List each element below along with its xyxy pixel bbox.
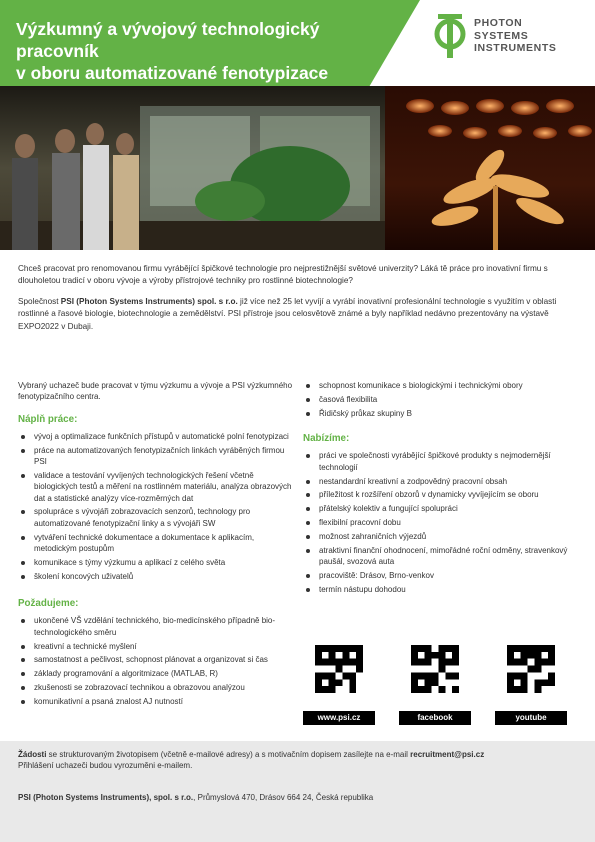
list-item: komunikace s týmy výzkumu a aplikací z celého světa bbox=[18, 557, 293, 568]
logo-line-3: INSTRUMENTS bbox=[474, 42, 557, 54]
list-item: práci ve společnosti vyrábějící špičkové produkty s nejmodernější technologií bbox=[303, 450, 578, 473]
list-item: možnost zahraničních výjezdů bbox=[303, 531, 578, 542]
requirements-continued-list bbox=[303, 380, 578, 419]
list-item: termín nástupu dohodou bbox=[303, 584, 578, 595]
list-item: vývoj a optimalizace funkčních přístupů v automatické polní fenotypizaci bbox=[18, 431, 293, 442]
qr-codes bbox=[303, 645, 578, 730]
section-heading-nabizime: Nabízíme: bbox=[303, 433, 350, 445]
list-item: ukončené VŠ vzdělání technického, bio-medicínského případně bio-technologického směru bbox=[18, 615, 293, 638]
list-item: práce na automatizovaných fenotypizačních linkách vyráběných firmou PSI bbox=[18, 445, 293, 468]
footer-note: Přihlášení uchazeči budou vyrozuměni e-mailem. bbox=[18, 761, 193, 771]
list-item: atraktivní finanční ohodnocení, mimořádné roční odměny, stravenkový paušál, svozová auta bbox=[303, 545, 578, 568]
footer-lead-bold: Žádosti bbox=[18, 750, 47, 759]
list-item: komunikativní a psaná znalost AJ nutností bbox=[18, 696, 293, 707]
company-name: PSI (Photon Systems Instruments) spol. s r.o. bbox=[60, 296, 238, 306]
qr-label-youtube[interactable]: youtube bbox=[495, 711, 567, 725]
page-title bbox=[16, 18, 346, 84]
footer bbox=[0, 741, 595, 842]
intro-p2-pre: Společnost bbox=[18, 296, 61, 306]
napln-list bbox=[18, 431, 293, 582]
list-item: pracoviště: Drásov, Brno-venkov bbox=[303, 570, 578, 581]
qr-code-icon bbox=[315, 645, 363, 693]
address-company-bold: PSI (Photon Systems Instruments), spol. s r.o. bbox=[18, 792, 194, 802]
header bbox=[0, 0, 595, 88]
list-item: Řidičský průkaz skupiny B bbox=[303, 408, 578, 419]
intro-text bbox=[18, 263, 578, 341]
nabizime-list bbox=[303, 450, 578, 595]
qr-code-icon bbox=[411, 645, 459, 693]
intro-p2-post: již více než 25 let vyvíjí a vyrábí inovativní profesionální technologie s využitím v oblasti rostlinné a řasové biologie, biotechnologie a zemědělství. PSI přístroje jsou celosvětově známé a byly například nedávno prezentovány na výstavě EXPO2022 v Dubaji. bbox=[18, 296, 557, 331]
list-item: schopnost komunikace s biologickými i technickými obory bbox=[303, 380, 578, 391]
qr-label-web[interactable]: www.psi.cz bbox=[303, 711, 375, 725]
intro-paragraph-1: Chceš pracovat pro renomovanou firmu vyrábějící špičkové technologie pro nejprestižnější světové univerzity? Láká tě práce pro inovativní firmu s dlouholetou tradicí v oboru vývoje a výroby přístrojové techniky pro rostlinné biotechnologie? bbox=[18, 264, 548, 286]
list-item: nestandardní kreativní a zodpovědný pracovní obsah bbox=[303, 476, 578, 487]
title-line-1: Výzkumný a vývojový technologický pracovník bbox=[16, 19, 320, 61]
address-rest: , Průmyslová 470, Drásov 664 24, Česká republika bbox=[193, 792, 374, 802]
email-link[interactable]: recruitment@psi.cz bbox=[410, 750, 485, 759]
list-item: spolupráce s vývojáři zobrazovacích senzorů, technology pro automatizované fenotypizační linky a s vývojáři SW bbox=[18, 506, 293, 529]
section-heading-pozadujeme: Požadujeme: bbox=[18, 598, 79, 610]
qr-youtube[interactable] bbox=[495, 645, 567, 725]
list-item: základy programování a algoritmizace (MATLAB, R) bbox=[18, 668, 293, 679]
list-item: zkušenosti se zobrazovací technikou a obrazovou analýzou bbox=[18, 682, 293, 693]
footer-lead-rest: se strukturovaným životopisem (včetně e-mailové adresy) a s motivačním dopisem zasílejte na e-mail bbox=[46, 750, 411, 759]
left-column bbox=[18, 380, 293, 710]
title-line-2: v oboru automatizované fenotypizace bbox=[16, 63, 329, 83]
qr-label-facebook[interactable]: facebook bbox=[399, 711, 471, 725]
list-item: příležitost k rozšíření obzorů v dynamicky vyvíjejícím se oboru bbox=[303, 489, 578, 500]
list-item: vytváření technické dokumentace a dokumentace k aplikacím, metodickým postupům bbox=[18, 532, 293, 555]
list-item: přátelský kolektiv a fungující spolupráci bbox=[303, 503, 578, 514]
exhibition-photo bbox=[0, 86, 595, 250]
right-column bbox=[303, 380, 578, 598]
application-instructions bbox=[18, 749, 577, 760]
qr-web[interactable] bbox=[303, 645, 375, 725]
list-item: flexibilní pracovní dobu bbox=[303, 517, 578, 528]
photo-banner bbox=[0, 86, 595, 250]
list-item: kreativní a technické myšlení bbox=[18, 641, 293, 652]
pozadujeme-list bbox=[18, 615, 293, 707]
logo-wordmark bbox=[474, 17, 556, 55]
list-item: školení koncových uživatelů bbox=[18, 571, 293, 582]
position-lead: Vybraný uchazeč bude pracovat v týmu výzkumu a vývoje a PSI výzkumného fenotypizačního centra. bbox=[18, 381, 293, 402]
qr-facebook[interactable] bbox=[399, 645, 471, 725]
qr-code-icon bbox=[507, 645, 555, 693]
logo-line-1: PHOTON bbox=[474, 17, 523, 29]
section-heading-napln: Náplň práce: bbox=[18, 413, 78, 425]
company-address bbox=[18, 792, 577, 803]
list-item: samostatnost a pečlivost, schopnost plánovat a organizovat si čas bbox=[18, 654, 293, 665]
logo-line-2: SYSTEMS bbox=[474, 29, 529, 42]
list-item: časová flexibilita bbox=[303, 394, 578, 405]
intro-paragraph-2 bbox=[18, 296, 578, 333]
list-item: validace a testování vyvíjených technologických řešení včetně biologických testů a měření na rostlinném materiálu, analýza obrazových dat a statistické analýzy více-rozměrných dat bbox=[18, 470, 293, 504]
